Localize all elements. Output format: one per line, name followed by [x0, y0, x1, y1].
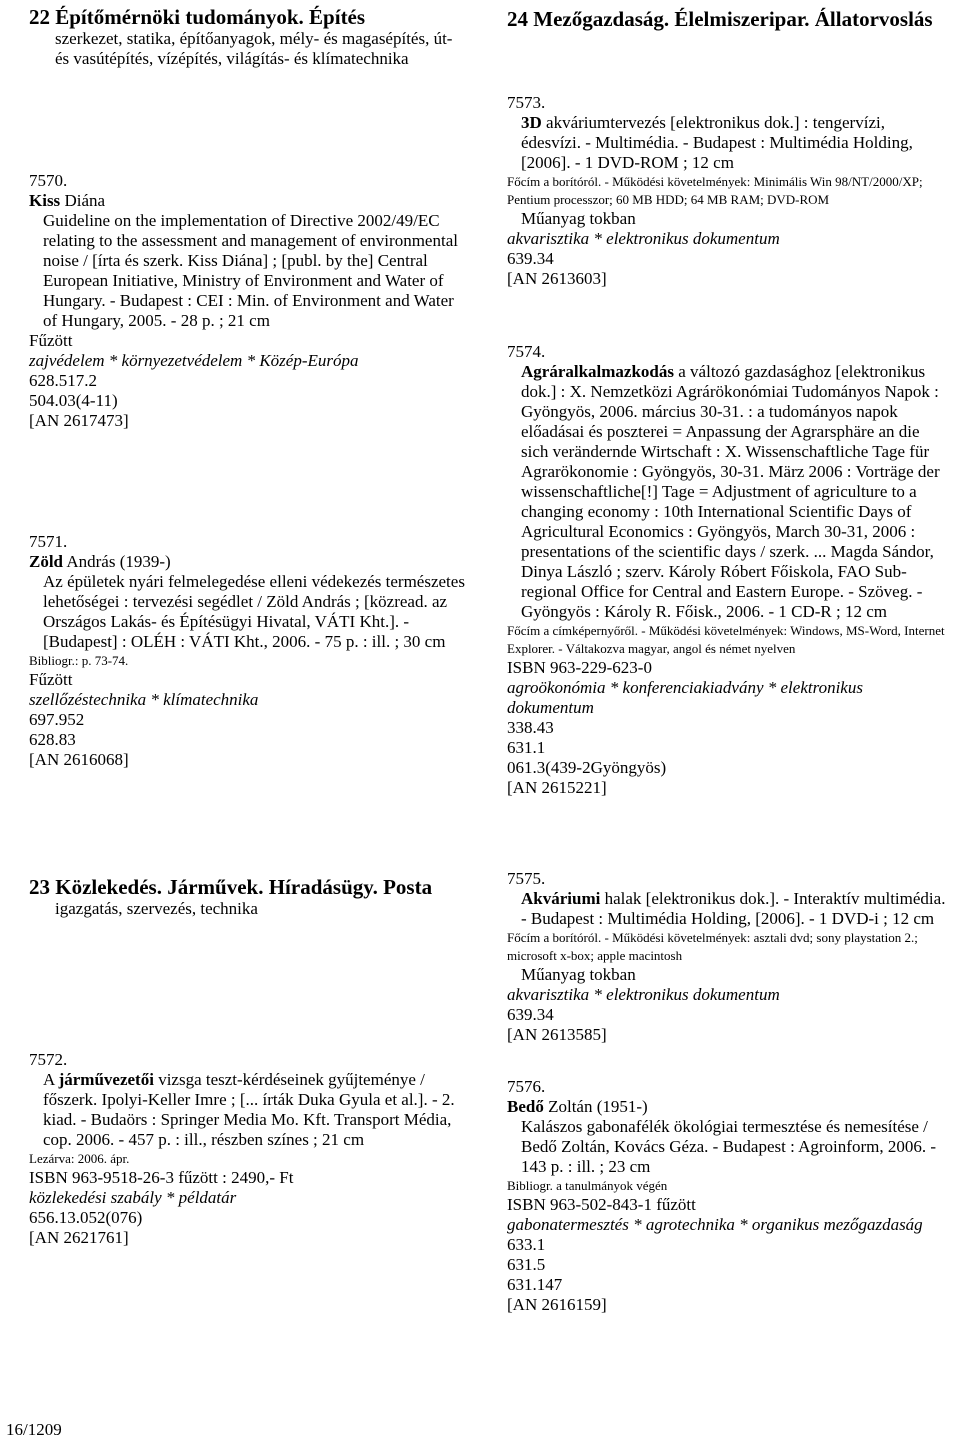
- entry-binding: Fűzött: [29, 331, 73, 350]
- entry-code: 639.34: [507, 1005, 554, 1024]
- entry-title: [507, 362, 947, 622]
- entry-subjects: zajvédelem * környezetvédelem * Közép-Európa: [29, 351, 359, 370]
- title-rest: a változó gazdasághoz [elektronikus dok.] : X. Nemzetközi Agrárökonómiai Tudományos Napok : Gyöngyös, 2006. március 30-31. : a tudományos napok előadásai és poszterei = Anpassung der Agrarsphäre an die sich verändernde Wirtschaft : X. Wissenschaftliche Tage für Agrarökonomie : Gyöngyös, 30-31. März 2006 : Vorträge der wissenschaftliche[!] Tage = Adjustment of agriculture to a changing economy : 10th International Scientific Days of Agricultural Economics : Gyöngyös, March 30-31, 2006 : presentations of the scientific days / szerk. ... Magda Sándor, Dinya László ; szerv. Károly Róbert Főiskola, FAO Sub-regional Office for Central and Eastern Europe. - Szöveg. - Gyöngyös : Károly R. Főisk., 2006. - 1 CD-R ; 12 cm: [521, 362, 940, 621]
- entry-an: [AN 2613603]: [507, 269, 607, 288]
- entry-binding: Fűzött: [29, 670, 73, 689]
- title-rest: vizsga teszt-kérdéseinek gyűjteménye / főszerk. Ipolyi-Keller Imre ; [... írták Duka Gyula et al.]. - 2. kiad. - Budaörs : Springer Media Mo. Kft. Transport Média, cop. 2006. - 457 p. : ill., részben színes ; 21 cm: [43, 1070, 455, 1149]
- page-number: 16/1209: [6, 1420, 62, 1439]
- section-24: [507, 8, 947, 31]
- section-22: [29, 6, 469, 69]
- entry-an: [AN 2613585]: [507, 1025, 607, 1044]
- entry-binding: Műanyag tokban: [521, 209, 636, 228]
- entry-isbn: ISBN 963-502-843-1 fűzött: [507, 1195, 696, 1214]
- entry-title: Kalászos gabonafélék ökológiai termesztése és nemesítése / Bedő Zoltán, Kovács Géza. - Budapest : Agroinform, 2006. - 143 p. : ill. ; 23 cm: [521, 1117, 936, 1176]
- entry-an: [AN 2621761]: [29, 1228, 129, 1247]
- entry-note: Bibliogr. a tanulmányok végén: [507, 1178, 668, 1193]
- section-title: 23 Közlekedés. Járművek. Híradásügy. Posta: [29, 875, 433, 899]
- author-surname: Zöld: [29, 552, 64, 571]
- entry-subjects: akvarisztika * elektronikus dokumentum: [507, 985, 780, 1004]
- entry-code: 504.03(4-11): [29, 391, 118, 410]
- entry-an: [AN 2615221]: [507, 778, 607, 797]
- title-keyword: Agráralkalmazkodás: [521, 362, 674, 381]
- entry-author: [29, 191, 469, 211]
- author-rest: Zoltán (1951-): [543, 1097, 648, 1116]
- section-title: 22 Építőmérnöki tudományok. Építés: [29, 5, 366, 29]
- author-rest: Diána: [60, 191, 106, 210]
- entry-number: 7571.: [29, 532, 68, 551]
- title-keyword: járművezetői: [58, 1070, 154, 1089]
- entry-subjects: közlekedési szabály * példatár: [29, 1188, 237, 1207]
- entry-subjects: akvarisztika * elektronikus dokumentum: [507, 229, 780, 248]
- entry-an: [AN 2616068]: [29, 750, 129, 769]
- entry-title: [507, 113, 947, 173]
- entry-7575: [507, 869, 947, 1045]
- entry-subjects: gabonatermesztés * agrotechnika * organikus mezőgazdaság: [507, 1215, 923, 1234]
- section-subtitle: igazgatás, szervezés, technika: [55, 899, 258, 918]
- entry-title: Guideline on the implementation of Directive 2002/49/EC relating to the assessment and management of environmental noise / [írta és szerk. Kiss Diána] ; [publ. by the] Central European Initiative, Ministry of Environment and Water of Hungary. - Budapest : CEI : Min. of Environment and Water of Hungary, 2005. - 28 p. ; 21 cm: [43, 211, 458, 330]
- entry-code: 628.517.2: [29, 371, 97, 390]
- entry-number: 7573.: [507, 93, 546, 112]
- entry-code: 061.3(439-2Gyöngyös): [507, 758, 667, 777]
- author-surname: Kiss: [29, 191, 61, 210]
- entry-code: 633.1: [507, 1235, 546, 1254]
- entry-an: [AN 2617473]: [29, 411, 129, 430]
- entry-7570: [29, 171, 469, 431]
- title-keyword: Akváriumi: [521, 889, 601, 908]
- entry-binding: Műanyag tokban: [521, 965, 636, 984]
- entry-isbn: ISBN 963-9518-26-3 fűzött : 2490,- Ft: [29, 1168, 294, 1187]
- entry-number: 7572.: [29, 1050, 68, 1069]
- entry-isbn: ISBN 963-229-623-0: [507, 658, 652, 677]
- entry-code: 631.5: [507, 1255, 546, 1274]
- entry-note: Lezárva: 2006. ápr.: [29, 1151, 130, 1166]
- entry-7571: [29, 532, 469, 770]
- entry-an: [AN 2616159]: [507, 1295, 607, 1314]
- entry-7576: [507, 1077, 947, 1315]
- entry-7574: [507, 342, 947, 798]
- entry-7572: [29, 1050, 469, 1248]
- section-23: [29, 876, 469, 919]
- section-title: 24 Mezőgazdaság. Élelmiszeripar. Állatorvoslás: [507, 7, 933, 31]
- entry-number: 7575.: [507, 869, 546, 888]
- entry-code: 338.43: [507, 718, 554, 737]
- entry-title: [29, 1070, 469, 1150]
- title-rest: halak [elektronikus dok.]. - Interaktív multimédia. - Budapest : Multimédia Holding, [2006]. - 1 DVD-i ; 12 cm: [521, 889, 946, 928]
- title-pre: A: [43, 1070, 59, 1089]
- entry-subjects: szellőzéstechnika * klímatechnika: [29, 690, 259, 709]
- entry-number: 7570.: [29, 171, 68, 190]
- entry-code: 697.952: [29, 710, 85, 729]
- entry-author: [29, 552, 469, 572]
- entry-code: 628.83: [29, 730, 76, 749]
- entry-subjects: agroökonómia * konferenciakiadvány * elektronikus dokumentum: [507, 678, 863, 717]
- section-subtitle: szerkezet, statika, építőanyagok, mély- és magasépítés, út- és vasútépítés, vízépítés, világítás- és klímatechnika: [55, 29, 453, 68]
- entry-number: 7576.: [507, 1077, 546, 1096]
- entry-title: Az épületek nyári felmelegedése elleni védekezés természetes lehetőségei : tervezési segédlet / Zöld András ; [közread. az Országos Lakás- és Építésügyi Hivatal, VÁTI Kht.]. - [Budapest] : OLÉH : VÁTI Kht., 2006. - 75 p. : ill. ; 30 cm: [43, 572, 465, 651]
- entry-code: 631.147: [507, 1275, 563, 1294]
- title-rest: akváriumtervezés [elektronikus dok.] : tengervízi, édesvízi. - Multimédia. - Budapest : Multimédia Holding, [2006]. - 1 DVD-ROM ; 12 cm: [521, 113, 913, 172]
- author-rest: András (1939-): [63, 552, 171, 571]
- entry-note: Főcím a borítóról. - Működési követelmények: asztali dvd; sony playstation 2.; microsoft x-box; apple macintosh: [507, 930, 918, 963]
- entry-number: 7574.: [507, 342, 546, 361]
- entry-code: 639.34: [507, 249, 554, 268]
- entry-note: Főcím a borítóról. - Működési követelmények: Minimális Win 98/NT/2000/XP; Pentium processzor; 60 MB HDD; 64 MB RAM; DVD-ROM: [507, 174, 923, 207]
- entry-code: 631.1: [507, 738, 546, 757]
- entry-author: [507, 1097, 947, 1117]
- entry-code: 656.13.052(076): [29, 1208, 143, 1227]
- entry-note: Bibliogr.: p. 73-74.: [29, 653, 129, 668]
- author-surname: Bedő: [507, 1097, 544, 1116]
- entry-note: Főcím a címképernyőről. - Működési követelmények: Windows, MS-Word, Internet Explorer. - Váltakozva magyar, angol és német nyelven: [507, 623, 945, 656]
- title-keyword: 3D: [521, 113, 542, 132]
- entry-7573: [507, 93, 947, 289]
- entry-title: [507, 889, 947, 929]
